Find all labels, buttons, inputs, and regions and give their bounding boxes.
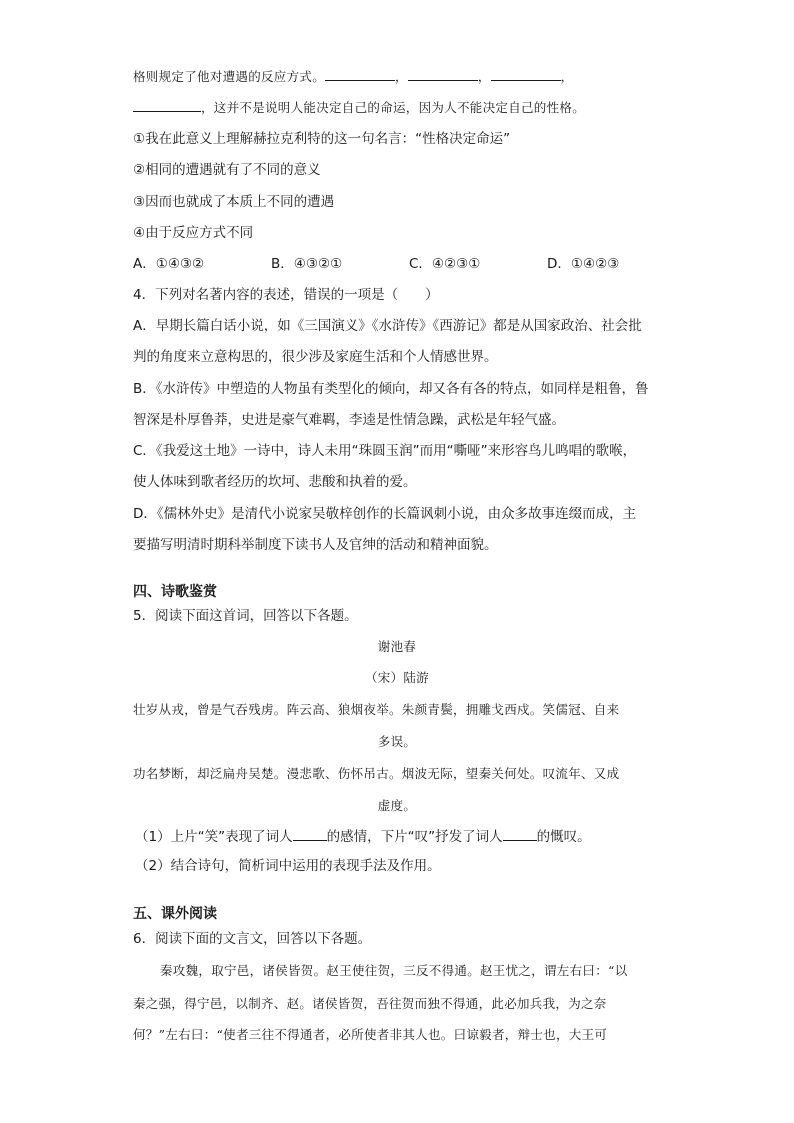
answer-blank[interactable] — [408, 66, 478, 81]
section-title-reading: 五、课外阅读 — [133, 906, 217, 922]
option-c[interactable]: C．④②③① — [409, 256, 481, 272]
poem-line-2-end: 虚度。 — [377, 798, 417, 813]
poem-author: （宋）陆游 — [364, 670, 429, 685]
poem-title: 谢池春 — [377, 639, 417, 654]
option-a[interactable]: A．①④③② — [133, 256, 205, 272]
option-d[interactable]: D．①④②③ — [547, 256, 620, 272]
answer-blank[interactable] — [325, 66, 395, 81]
answer-blank[interactable] — [491, 66, 561, 81]
sentence-1: ①我在此意义上理解赫拉克利特的这一句名言：“性格决定命运” — [133, 131, 511, 147]
comma: ， — [395, 69, 408, 84]
sentence-2: ②相同的遭遇就有了不同的意义 — [133, 162, 321, 178]
question-5-2: （2）结合诗句，简析词中运用的表现手法及作用。 — [135, 858, 441, 874]
classical-text-line-2: 秦之强，得宁邑，以制齐、赵。诸侯皆贺，吾往贺而独不得通，此必加兵我，为之奈 — [133, 996, 607, 1011]
poem-line-1: 壮岁从戎，曾是气吞残虏。阵云高、狼烟夜举。朱颜青鬓，拥雕戈西戍。笑儒冠、自来 — [133, 702, 620, 717]
q4-option-b-line2[interactable]: 智深是朴厚鲁莽，史进是豪气难羁，李逵是性情急躁，武松是年轻气盛。 — [133, 412, 565, 428]
classical-text-line-3: 何？”左右曰：“使者三往不得通者，必所使者非其人也。曰谅毅者，辩士也，大王可 — [133, 1027, 608, 1042]
passage-line-2 — [133, 97, 585, 118]
section-title-poetry: 四、诗歌鉴赏 — [133, 584, 217, 600]
passage-text: ，这并不是说明人能决定自己的命运，因为人不能决定自己的性格。 — [201, 100, 586, 115]
q4-option-a-line2[interactable]: 判的角度来立意构思的，很少涉及家庭生活和个人情感世界。 — [133, 349, 498, 365]
classical-text-line-1: 秦攻魏，取宁邑，诸侯皆贺。赵王使往贺，三反不得通。赵王忧之，谓左右曰：“以 — [160, 963, 628, 978]
q4-option-c-line2[interactable]: 使人体味到歌者经历的坎坷、悲酸和执着的爱。 — [133, 474, 417, 490]
question-5-stem: 5．阅读下面这首词，回答以下各题。 — [133, 608, 358, 624]
answer-blank[interactable] — [503, 826, 537, 841]
poem-line-1-end: 多误。 — [377, 734, 417, 749]
question-5-1 — [135, 826, 591, 847]
q4-option-d-line2[interactable]: 要描写明清时期科举制度下读书人及官绅的活动和精神面貌。 — [133, 537, 498, 553]
comma: ， — [560, 69, 574, 84]
q4-option-b-line1[interactable]: B．《水浒传》中塑造的人物虽有类型化的倾向，却又各有各的特点，如同样是粗鲁，鲁 — [133, 381, 649, 397]
option-b[interactable]: B．④③②① — [271, 256, 343, 272]
comma: ， — [477, 69, 491, 84]
passage-text: 格则规定了他对遭遇的反应方式。 — [133, 69, 326, 84]
passage-line-1 — [133, 66, 573, 87]
sentence-4: ④由于反应方式不同 — [133, 225, 254, 241]
question-6-stem: 6．阅读下面的文言文，回答以下各题。 — [133, 931, 372, 947]
sentence-3: ③因而也就成了本质上不同的遭遇 — [133, 194, 335, 210]
q4-option-a-line1[interactable]: A．早期长篇白话小说，如《三国演义》《水浒传》《西游记》都是从国家政治、社会批 — [133, 318, 642, 334]
question-4-stem: 4．下列对名著内容的表述，错误的一项是（ ） — [133, 287, 439, 303]
q5-1-text: 的慨叹。 — [536, 829, 591, 845]
answer-blank[interactable] — [133, 97, 201, 112]
q4-option-c-line1[interactable]: C．《我爱这土地》一诗中，诗人未用“珠圆玉润”而用“嘶哑”来形容鸟儿鸣唱的歌喉， — [133, 443, 637, 459]
q4-option-d-line1[interactable]: D．《儒林外史》是清代小说家吴敬梓创作的长篇讽刺小说，由众多故事连缀而成，主 — [133, 506, 637, 522]
q5-1-text: 的感情，下片“叹”抒发了词人 — [326, 829, 503, 845]
q5-1-text: （1）上片“笑”表现了词人 — [135, 829, 293, 845]
poem-line-2: 功名梦断，却泛扁舟吴楚。漫悲歌、伤怀吊古。烟波无际，望秦关何处。叹流年、又成 — [133, 766, 620, 781]
answer-blank[interactable] — [293, 826, 327, 841]
